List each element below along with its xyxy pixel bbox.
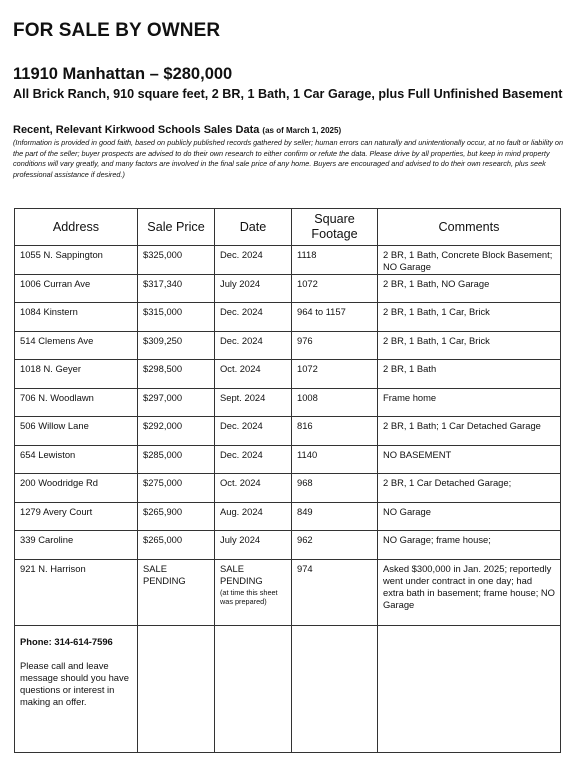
table-row (15, 502, 561, 531)
pending-date: SALE PENDING (220, 562, 263, 586)
cell-sqft: 968 (297, 477, 313, 488)
cell-price: $315,000 (143, 306, 183, 317)
cell-date: Aug. 2024 (220, 505, 263, 517)
cell-date: July 2024 (220, 534, 261, 545)
cell-date: Dec. 2024 (220, 306, 263, 317)
contact-block (15, 626, 137, 708)
empty-cell (215, 625, 292, 752)
pending-price: SALE PENDING (143, 562, 186, 586)
cell-date: Sept. 2024 (220, 391, 266, 403)
cell-address: 1006 Curran Ave (20, 277, 91, 289)
cell-date: Oct. 2024 (220, 363, 261, 374)
cell-sqft: 976 (297, 334, 313, 346)
cell-address: 506 Willow Lane (20, 420, 89, 431)
pending-date-note: (at time this sheet was prepared) (220, 587, 278, 606)
sales-data-heading-text: Recent, Relevant Kirkwood Schools Sales Data (13, 124, 260, 136)
cell-address: 200 Woodridge Rd (20, 477, 99, 488)
cell-address: 1279 Avery Court (20, 505, 93, 517)
cell-comments: NO BASEMENT (383, 448, 452, 460)
cell-address: 654 Lewiston (20, 448, 76, 460)
table-row (15, 388, 561, 417)
cell-address: 706 N. Woodlawn (20, 391, 94, 403)
cell-date: Dec. 2024 (220, 448, 263, 460)
cell-comments: 2 BR, 1 Bath; 1 Car Detached Garage (383, 420, 541, 431)
cell-price: $285,000 (143, 448, 183, 460)
empty-cell (378, 625, 561, 752)
contact-row (15, 625, 561, 752)
table-row (15, 445, 561, 474)
cell-sqft: 962 (297, 534, 313, 545)
cell-price: $292,000 (143, 420, 183, 431)
cell-sqft: 1008 (297, 391, 318, 403)
cell-date: Dec. 2024 (220, 249, 263, 260)
column-header-comments: Comments (378, 209, 561, 246)
cell-comments: 2 BR, 1 Bath, NO Garage (383, 277, 490, 289)
column-header-date: Date (215, 209, 292, 246)
cell-address: 514 Clemens Ave (20, 334, 94, 346)
disclaimer-text: (Information is provided in good faith, based on publicly published records gathered by seller; human errors can naturally and unintentionally occur, at no fault or liability on the part of the seller; buyer prospects are advised to do their own research to either confirm or refute the data. Please drive by all properties, but keep in mind property conditions will vary greatly, and many factors are involved in the final sale price of any home. Buyers are encouraged and advised to do their own research, plus seek professional assistance if desired.) (13, 138, 564, 179)
contact-message: Please call and leave message should you have questions or interest in making an offer. (20, 659, 129, 707)
cell-sqft: 1118 (297, 249, 317, 260)
pending-comments: Asked $300,000 in Jan. 2025; reportedly went under contract in one day; had extra bath in basement; frame house; NO Garage (383, 562, 555, 610)
cell-price: $325,000 (143, 249, 183, 260)
column-header-square-footage: Square Footage (292, 209, 378, 246)
pending-sqft: 974 (297, 562, 313, 574)
cell-date: Dec. 2024 (220, 420, 263, 431)
empty-cell (138, 625, 215, 752)
cell-price: $309,250 (143, 334, 183, 346)
cell-price: $265,900 (143, 505, 183, 517)
cell-comments: 2 BR, 1 Car Detached Garage; (383, 477, 512, 488)
table-row (15, 331, 561, 360)
empty-cell (292, 625, 378, 752)
table-header-row (15, 209, 561, 246)
cell-price: $275,000 (143, 477, 183, 488)
cell-comments: 2 BR, 1 Bath, Concrete Block Basement; NO Garage (383, 249, 553, 272)
cell-comments: NO Garage (383, 505, 431, 517)
cell-price: $317,340 (143, 277, 183, 289)
table-row-pending (15, 559, 561, 625)
table-row (15, 360, 561, 389)
cell-date: Oct. 2024 (220, 477, 261, 488)
cell-comments: 2 BR, 1 Bath, 1 Car, Brick (383, 306, 490, 317)
cell-comments: Frame home (383, 391, 437, 403)
table-row (15, 303, 561, 332)
cell-address: 1084 Kinstern (20, 306, 78, 317)
cell-address: 339 Caroline (20, 534, 74, 545)
sales-data-as-of: (as of March 1, 2025) (262, 126, 342, 135)
column-header-sale-price: Sale Price (138, 209, 215, 246)
cell-comments: NO Garage; frame house; (383, 534, 491, 545)
cell-price: $298,500 (143, 363, 183, 374)
flyer-title: FOR SALE BY OWNER (13, 20, 221, 41)
table-row (15, 274, 561, 303)
table-row (15, 246, 561, 275)
cell-sqft: 816 (297, 420, 313, 431)
cell-address: 1055 N. Sappington (20, 249, 103, 260)
cell-date: July 2024 (220, 277, 261, 289)
cell-sqft: 964 to 1157 (297, 306, 346, 317)
table-row (15, 531, 561, 560)
cell-sqft: 1140 (297, 448, 318, 460)
table-row (15, 474, 561, 503)
table-row (15, 417, 561, 446)
contact-phone: Phone: 314-614-7596 (20, 635, 113, 647)
cell-date: Dec. 2024 (220, 334, 263, 346)
cell-price: $265,000 (143, 534, 183, 545)
sales-table (14, 208, 561, 753)
cell-price: $297,000 (143, 391, 183, 403)
sales-data-heading (13, 124, 341, 136)
cell-comments: 2 BR, 1 Bath (383, 363, 437, 374)
cell-sqft: 1072 (297, 277, 318, 289)
cell-address: 1018 N. Geyer (20, 363, 81, 374)
column-header-address: Address (15, 209, 138, 246)
pending-address: 921 N. Harrison (20, 562, 86, 574)
property-description: All Brick Ranch, 910 square feet, 2 BR, 1 Bath, 1 Car Garage, plus Full Unfinished Basement (13, 87, 563, 101)
cell-sqft: 849 (297, 505, 313, 517)
cell-sqft: 1072 (297, 363, 318, 374)
table-body (15, 246, 561, 753)
cell-comments: 2 BR, 1 Bath, 1 Car, Brick (383, 334, 490, 346)
property-address-price: 11910 Manhattan – $280,000 (13, 65, 233, 83)
